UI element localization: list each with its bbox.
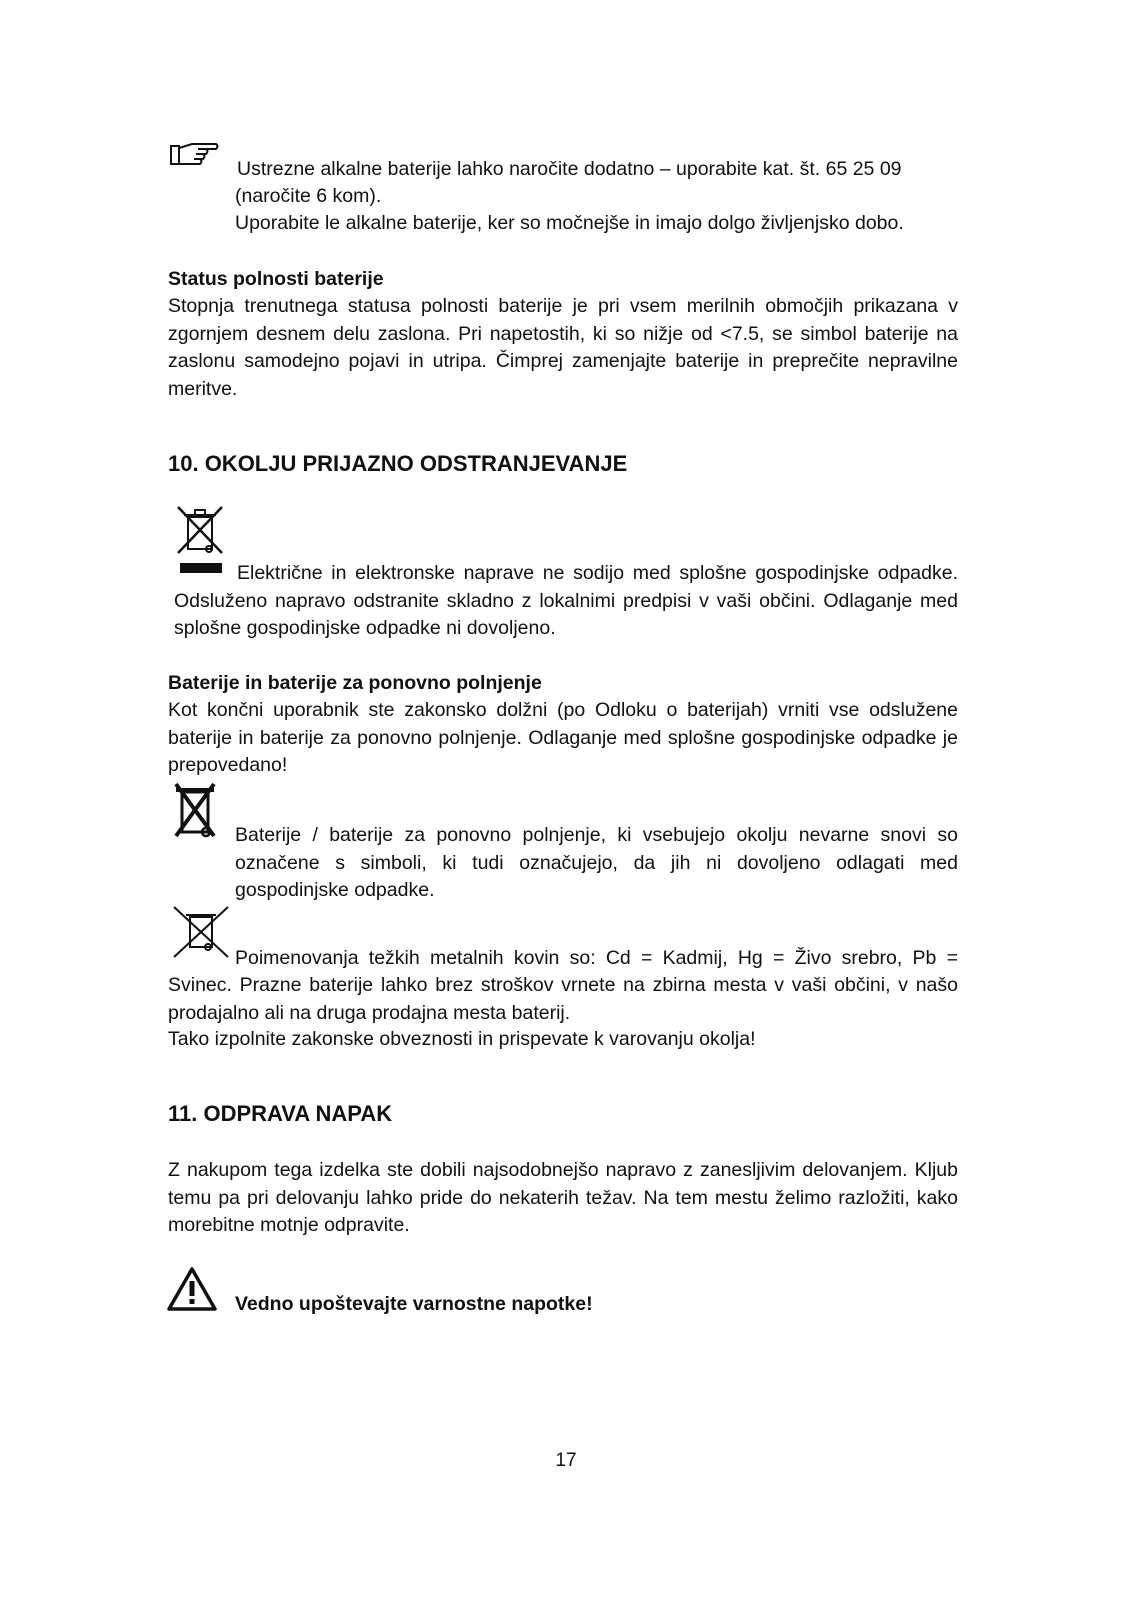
batteries-text: Kot končni uporabnik ste zakonsko dolžni (po Odloku o baterijah) vrniti vse odslužene baterije in baterije za ponovno polnjenje. Odlaganje med splošne gospodinjske odpadke je prepovedano!	[168, 699, 958, 776]
battery-status-text: Stopnja trenutnega statusa polnosti baterije je pri vsem merilnih območjih prikazana v zgornjem desnem delu zaslona. Pri napetostih, ki so nižje od <7.5, se simbol baterije na zaslonu samodejno pojavi in utripa. Čimprej zamenjajte baterije in preprečite nepravilne meritve.	[168, 295, 958, 400]
warning-triangle-icon	[166, 1266, 218, 1312]
batteries-title: Baterije in baterije za ponovno polnjenje	[168, 672, 542, 694]
page-number: 17	[555, 1450, 577, 1471]
metals-text: Svinec. Prazne baterije lahko brez stroškov vrnete na zbirna mesta v vaši občini, v našo prodajalno ali na druga prodajna mesta baterij.	[168, 974, 958, 1024]
note-line-3: Uporabite le alkalne baterije, ker so močnejše in imajo dolgo življenjsko dobo.	[235, 212, 904, 234]
troubleshooting-intro: Z nakupom tega izdelka ste dobili najsodobnejšo napravo z zanesljivim delovanjem. Kljub temu pa pri delovanju lahko pride do nekaterih težav. Na tem mestu želimo razložiti, kako morebitne motnje odpravite.	[168, 1159, 958, 1236]
note-line-2: (naročite 6 kom).	[235, 185, 382, 207]
pointing-hand-icon	[168, 140, 220, 168]
bin-symbol-text: Baterije / baterije za ponovno polnjenje, ki vsebujejo okolju nevarne snovi so označene s simboli, ki tudi označujejo, da jih ni dovoljeno odlagati med gospodinjske odpadke.	[235, 824, 958, 901]
section-10-heading: 10. OKOLJU PRIJAZNO ODSTRANJEVANJE	[168, 451, 628, 476]
weee-text: Električne in elektronske naprave ne sodijo med splošne gospodinjske odpadke. Odsluženo napravo odstranite skladno z lokalnimi predpisi v vaši občini. Odlaganje med splošne gospodinjske odpadke ni dovoljeno.	[174, 562, 958, 639]
metals-text-first-line: Poimenovanja težkih metalnih kovin so: Cd = Kadmij, Hg = Živo srebro, Pb =	[235, 947, 958, 969]
section-11-heading: 11. ODPRAVA NAPAK	[168, 1101, 393, 1126]
note-line-1: Ustrezne alkalne baterije lahko naročite dodatno – uporabite kat. št. 65 25 09	[237, 158, 902, 180]
warning-text: Vedno upoštevajte varnostne napotke!	[235, 1293, 593, 1315]
battery-status-title: Status polnosti baterije	[168, 268, 384, 290]
battery-bin-icon	[170, 780, 222, 842]
closing-text: Tako izpolnite zakonske obveznosti in prispevate k varovanju okolja!	[168, 1028, 756, 1050]
crossed-out-bin-small-icon	[170, 905, 232, 961]
